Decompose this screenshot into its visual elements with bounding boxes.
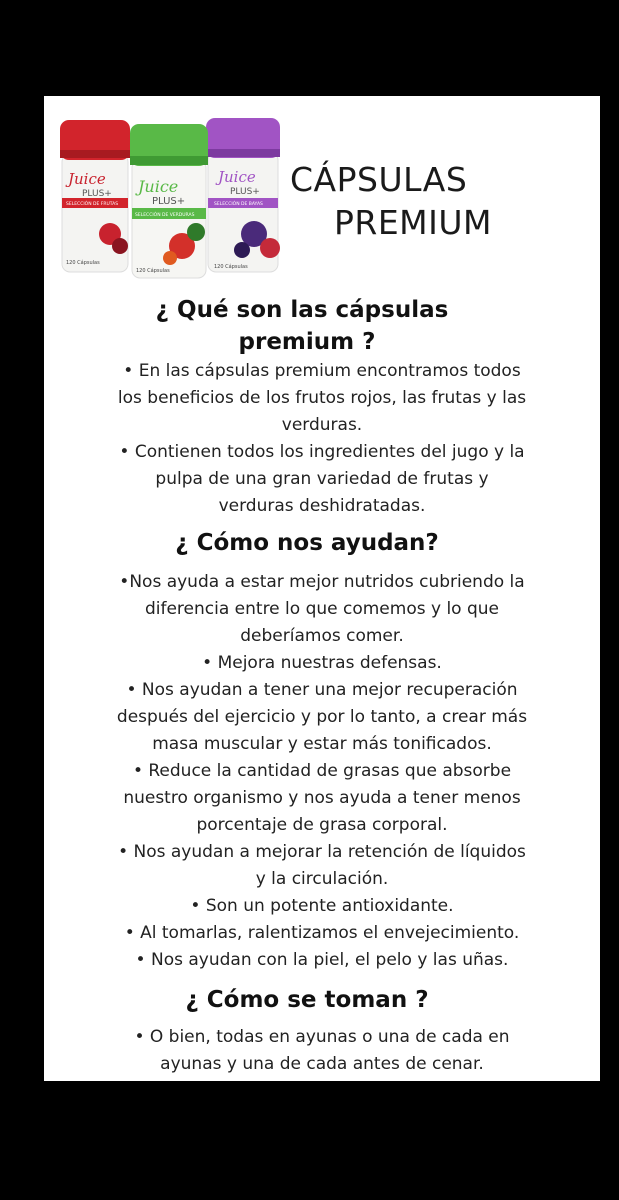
svg-text:Juice: Juice [68,170,106,188]
svg-text:120 Cápsulas: 120 Cápsulas [66,260,100,266]
text-line: diferencia entre lo que comemos y lo que [144,599,500,619]
svg-text:SELECCIÓN DE VERDURAS: SELECCIÓN DE VERDURAS [135,213,195,218]
text-line: masa muscular y estar más tonificados. [152,734,492,754]
product-bottles-image [58,116,284,281]
title-line-1: CÁPSULAS [290,160,468,199]
svg-text:120 Cápsulas: 120 Cápsulas [214,264,248,270]
section-how-help [44,527,600,974]
section-heading: ¿ Cómo se toman ? [185,987,429,1013]
text-line: • Nos ayudan a mejorar la retención de líquidos [118,842,526,862]
text-line: deberíamos comer. [240,626,404,646]
title-line-2: PREMIUM [334,203,493,242]
heading-line-2: premium ? [238,329,376,355]
section-how-take [44,984,600,1078]
text-line: • Nos ayudan a tener una mejor recuperación [126,680,518,700]
section-heading [44,294,600,358]
svg-text:PLUS+: PLUS+ [152,196,186,207]
bottle-fruits [60,120,130,272]
text-line: y la circulación. [255,869,389,889]
text-line: • Nos ayudan con la piel, el pelo y las uñas. [135,950,509,970]
bottle-berries [206,118,280,272]
info-card [44,96,600,1081]
heading-line-1: ¿ Qué son las cápsulas [155,297,449,323]
text-line: • Son un potente antioxidante. [190,896,454,916]
bottle-vegetables [130,124,208,278]
svg-text:PLUS+: PLUS+ [82,189,112,199]
svg-text:PLUS+: PLUS+ [230,187,260,197]
text-line: • En las cápsulas premium encontramos todos [123,361,521,381]
svg-text:120 Cápsulas: 120 Cápsulas [136,268,170,274]
text-line: los beneficios de los frutos rojos, las frutas y las [117,388,527,408]
svg-text:SELECCIÓN DE FRUTAS: SELECCIÓN DE FRUTAS [66,202,119,207]
text-line: verduras deshidratadas. [218,496,426,516]
svg-text:Juice: Juice [138,177,179,196]
text-line: •Nos ayuda a estar mejor nutridos cubriendo la [119,572,525,592]
text-line: verduras. [281,415,363,435]
section-heading: ¿ Cómo nos ayudan? [175,530,439,556]
text-line: pulpa de una gran variedad de frutas y [155,469,489,489]
text-line: después del ejercicio y por lo tanto, a crear más [116,707,528,727]
section-what-are [44,294,600,520]
page-title [290,158,590,244]
text-line: • Contienen todos los ingredientes del jugo y la [119,442,525,462]
text-line: • O bien, todas en ayunas o una de cada en [134,1027,510,1047]
text-line: • Reduce la cantidad de grasas que absorbe [132,761,512,781]
text-line: • Al tomarlas, ralentizamos el envejecimiento. [124,923,520,943]
svg-text:Juice: Juice [218,168,256,186]
text-line: • Mejora nuestras defensas. [202,653,442,673]
text-line: nuestro organismo y nos ayuda a tener menos [123,788,521,808]
text-line: porcentaje de grasa corporal. [196,815,448,835]
svg-text:SELECCIÓN DE BAYAS: SELECCIÓN DE BAYAS [214,202,263,207]
text-line: ayunas y una de cada antes de cenar. [160,1054,484,1074]
